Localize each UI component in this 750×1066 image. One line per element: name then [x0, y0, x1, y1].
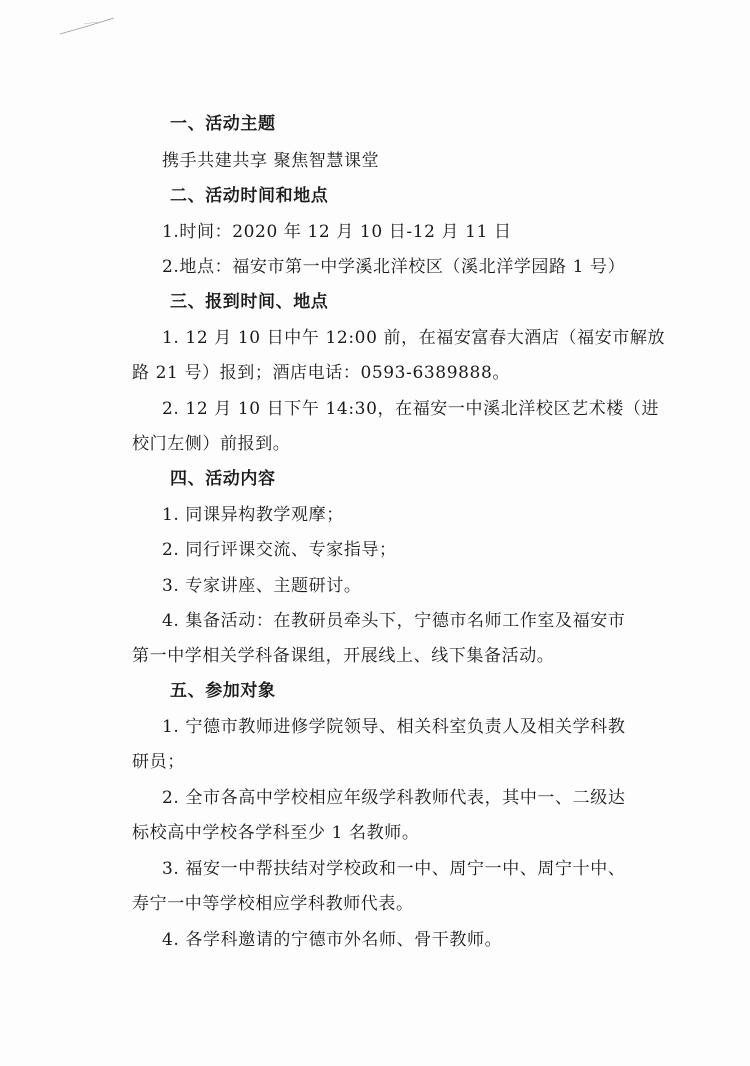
scan-mark [58, 14, 116, 38]
section-heading: 二、活动时间和地点 [170, 186, 329, 206]
section-line: 路 21 号）报到；酒店电话：0593-6389888。 [132, 363, 510, 383]
section-line: 4. 各学科邀请的宁德市外名师、骨干教师。 [162, 930, 503, 950]
section-line: 寿宁一中等学校相应学科教师代表。 [132, 894, 414, 914]
section-line: 1. 同课异构教学观摩； [162, 505, 344, 525]
section-line: 1.时间：2020 年 12 月 10 日-12 月 11 日 [162, 222, 512, 242]
section-line: 研员； [132, 752, 185, 772]
section-line: 2. 同行评课交流、专家指导； [162, 540, 397, 560]
section-line: 2. 12 月 10 日下午 14:30，在福安一中溪北洋校区艺术楼（进 [162, 399, 660, 419]
section-line: 2.地点：福安市第一中学溪北洋校区（溪北洋学园路 1 号） [162, 257, 626, 277]
section-line: 4. 集备活动：在教研员牵头下，宁德市名师工作室及福安市 [162, 611, 626, 631]
section-heading: 四、活动内容 [170, 469, 276, 489]
section-heading: 一、活动主题 [170, 114, 276, 134]
section-line: 2. 全市各高中学校相应年级学科教师代表，其中一、二级达 [162, 788, 626, 808]
section-line: 3. 福安一中帮扶结对学校政和一中、周宁一中、周宁十中、 [162, 859, 626, 879]
section-line: 1. 12 月 10 日中午 12:00 前，在福安富春大酒店（福安市解放 [162, 328, 666, 348]
section-line: 第一中学相关学科备课组，开展线上、线下集备活动。 [132, 646, 555, 666]
section-line: 校门左侧）前报到。 [132, 434, 291, 454]
section-line: 3. 专家讲座、主题研讨。 [162, 576, 362, 596]
section-line: 标校高中学校各学科至少 1 名教师。 [132, 823, 420, 843]
section-heading: 五、参加对象 [170, 681, 276, 701]
section-line: 1. 宁德市教师进修学院领导、相关科室负责人及相关学科教 [162, 717, 626, 737]
section-heading: 三、报到时间、地点 [170, 292, 329, 312]
section-line: 携手共建共享 聚焦智慧课堂 [162, 151, 380, 171]
